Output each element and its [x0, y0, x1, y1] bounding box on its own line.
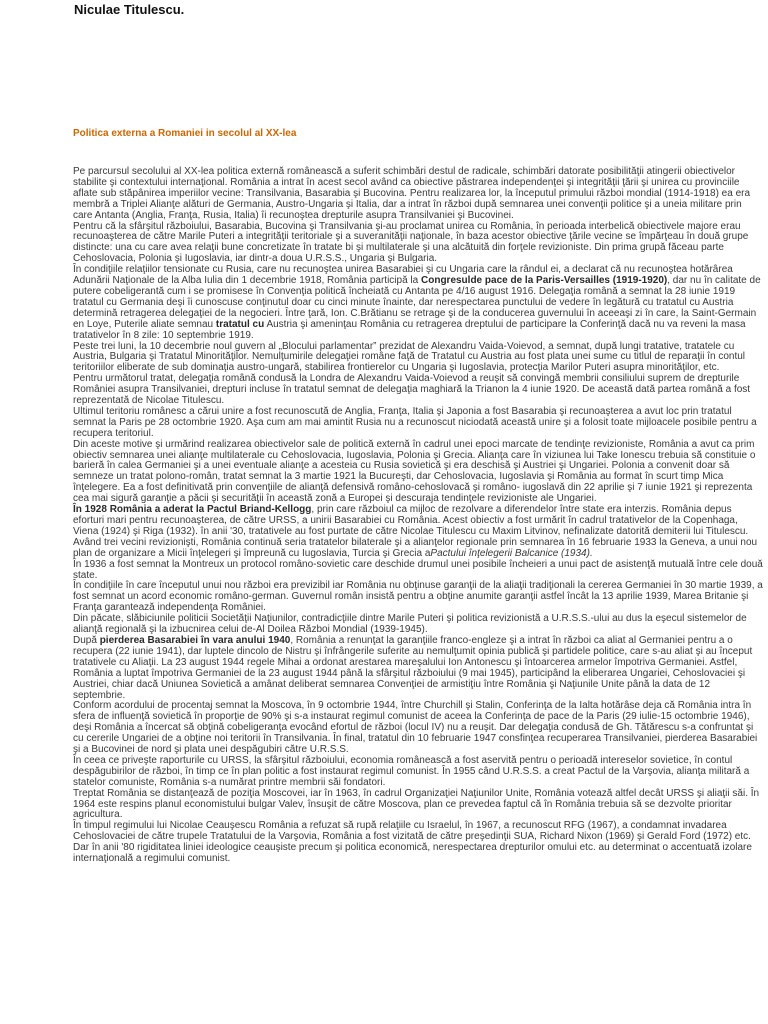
paragraph: [73, 821, 763, 843]
paragraph-text: Pentru următorul tratat, delegaţia română condusă la Londra de Alexandru Vaida-Voievod a reuşit să convingă membrii consiliului suprem de drepturile României asupra Transilvaniei, drepturi incluse în tratatul semnat de delegaţia maghiară la Trianon la 4 iunie 1920. De această dată partea română a fost reprezentată de Nicolae Titulescu.: [73, 373, 751, 407]
bold-text: Congresulde pace de la Paris-Versailles (1919-1920): [421, 275, 668, 287]
paragraph: [73, 636, 763, 701]
paragraph-text: Pentru că la sfârşitul războiului, Basarabia, Bucovina şi Transilvania şi-au proclamat unirea cu România, în perioada interbelică obiectivele majore erau recunoaşterea de către Marile Puteri a integrităţii teritoriale şi a suveranităţii naţionale, în baza acestor obiective ţările vecine se împărţeau în două grupe distincte: una cu care avea relaţii bune concretizate în tratate bi şi multilaterale şi una alcătuită din forţele revizioniste. Din prima grupă făceau parte Cehoslovacia, Polonia şi Iugoslavia, iar dintr-a doua U.R.S.S., Ungaria şi Bulgaria.: [73, 220, 749, 265]
paragraph: [73, 265, 763, 341]
paragraph-text: În 1936 a fost semnat la Montreux un protocol româno-sovietic care deschide drumul unei posibile încheieri a unui pact de asistenţă mutuală între cele două state.: [73, 558, 763, 581]
paragraph: [73, 167, 763, 222]
paragraph: [73, 789, 763, 822]
bold-text: pierderea Basarabiei în vara anului 1940: [99, 634, 291, 646]
paragraph-text: În timpul regimului lui Nicolae Ceauşescu România a refuzat să rupă relaţiile cu Israelul, în 1967, a recunoscut RFG (1967), a condamnat invadarea Cehoslovaciei de către trupele Tratatului de la Varşovia, România a fost vizitată de către preşedinţii SUA, Richard Nixon (1969) şi Gerald Ford (1972) etc.: [73, 820, 751, 843]
italic-text: Pactului înţelegerii Balcanice (1934).: [430, 547, 593, 559]
paragraph-text: În condiţiile în care începutul unui nou război era previzibil iar România nu obţinuse garanţii de la aliaţii tradiţionali la cererea Germaniei în 30 martie 1939, a fost semnat un acord economic româno-german. Guvernul român insistă pentru a obţine anumite garanţii astfel încât la 13 aprilie 1939, Marea Britanie şi Franţa garantează independenţa României.: [73, 580, 763, 614]
paragraph-text: Pe parcursul secolului al XX-lea politica externă românească a suferit schimbări destul de radicale, schimbări datorate posibilităţii atingerii obiectivelor stabilite şi contextului internaţional. România a intrat în acest secol având ca obiective păstrarea independenţei şi integrităţii ţării şi unirea cu provinciile aflate sub stăpânirea imperiilor vecine: Transilvania, Basarabia şi Bucovina. Pentru realizarea lor, la începutul primului război mondial (1914-1918) ea era membră a Triplei Alianţe alături de Germania, Austro-Ungaria şi Italia, dar a intrat în război după semnarea unei convenţii politice şi a uneia militare prin care Antanta (Anglia, Franţa, Rusia, Italia) îi recunoştea drepturile asupra Transilvaniei şi Bucovinei.: [73, 166, 751, 221]
paragraph-text: , România a renunţat la garanţiile franco-engleze şi a intrat în război ca aliat al Germaniei pentru a o recupera (22 iunie 1941), dar luptele dincolo de Nistru şi înfrângerile suferite au nemulţumit opinia publică şi partidele politice, care s-au aliat şi au început tratativele cu Aliaţii. La 23 august 1944 regele Mihai a ordonat arestarea mareşalului Ion Antonescu şi întoarcerea armelor împotriva Germaniei. Astfel, România a luptat împotriva Germaniei de la 23 august 1944 până la sfârşitul războiului (9 mai 1945), participând la eliberarea Ungariei, Cehoslovaciei şi Austriei, chiar dacă Uniunea Sovietică a amânat deliberat semnarea Convenţiei de armistiţiu între România şi Naţiunile Unite până la data de 12 septembrie.: [73, 634, 753, 701]
paragraph-text: În ceea ce priveşte raporturile cu URSS, la sfârşitul războiului, economia românească a fost aservită pentru o perioadă intereselor sovietice, în contul despăgubirilor de război, în timp ce în plan politic a fost instaurat regimul comunist. În 1955 când U.R.S.S. a creat Pactul de la Varşovia, alianţa militară a statelor comuniste, România s-a numărat printre membrii săi fondatori.: [73, 754, 750, 788]
paragraph-text: Ultimul teritoriu românesc a cărui unire a fost recunoscută de Anglia, Franţa, Italia şi Japonia a fost Basarabia şi recunoaşterea a avut loc prin tratatul semnat la Paris pe 28 octombrie 1920. Aşa cum am mai amintit Rusia nu a recunoscut niciodată această unire şi a folosit toate mijloacele posibile pentru a recupera teritoriul.: [73, 405, 757, 439]
paragraph: [73, 756, 763, 789]
bold-text: tratatul cu: [215, 318, 265, 330]
paragraph-text: Treptat România se distanţează de poziţia Moscovei, iar în 1963, în cadrul Organizaţiei Naţiunilor Unite, România votează altfel decât URSS şi aliaţii săi. În 1964 este respins planul economistului bulgar Valev, însuşit de către Moscova, plan ce prevedea faptul că în România trebuia să se dezvolte prioritar agricultura.: [73, 787, 760, 821]
essay-body: [73, 167, 763, 865]
paragraph: [73, 407, 763, 440]
paragraph-text: , prin care războiul ca mijloc de rezolvare a diferendelor între state era interzis. România depus eforturi mari pentru recunoaşterea, de către URSS, a unirii Basarabiei cu România. Acest obiectiv a fost urmărit în cadrul tratativelor de la Copenhaga, Viena (1924) şi Riga (1932). în anii '30, tratativele au fost purtate de către Nicolae Titulescu cu Maxim Litvinov, nefinalizate datorită demiterii lui Titulescu. Având trei vecini revizionişti, România continuă seria tratatelor bilaterale şi a alianţelor regionale prin semnarea în 16 februarie 1933 la Geneva, a unui nou plan de organizare a Micii înţelegeri şi împreună cu Iugoslavia, Turcia şi Grecia a: [73, 504, 758, 559]
paragraph-text: Conform acordului de procentaj semnat la Moscova, în 9 octombrie 1944, între Churchill şi Stalin, Conferinţa de la Ialta hotărâse deja că România intra în sfera de influenţă sovietică în proporţie de 90% şi s-a instaurat regimul comunist de aceea la Conferinţa de pace de la Paris (29 iulie-15 octombrie 1946), deşi România a încercat să obţină cobeligeranţa evocând efortul de război (locul IV) nu a reuşit. Dar delegaţia condusă de Gh. Tătărescu s-a confruntat şi cu cererile Ungariei de a obţine noi teritorii în Transilvania. În final, tratatul din 10 februarie 1947 consfinţea recuperarea Transilvaniei, pierderea Basarabiei şi a Bucovinei de nord şi plata unei despăgubiri către U.R.S.S.: [73, 700, 758, 756]
paragraph: [73, 701, 763, 756]
paragraph: [73, 222, 763, 266]
author-name: Niculae Titulescu.: [74, 2, 185, 17]
paragraph-text: După: [73, 634, 100, 646]
paragraph-text: Dar în anii '80 rigiditatea liniei ideologice ceauşiste precum şi politica economică, nerespectarea drepturilor omului etc. au determinat o accentuată izolare internaţională a regimului comunist.: [73, 842, 752, 865]
paragraph-text: , dar nu în calitate de putere cobeligerantă cum i se promisese în Convenţia politică încheiată cu Antanta pe 4/16 august 1916. Delegaţia română a semnat la 28 iunie 1919 tratatul cu Germania deşi îi cunoscuse conţinutul doar cu cinci minute înainte, dar nerespectarea punctului de vedere în legătură cu tratatul cu Austria determină retragerea delegaţiei de la negocieri. Între ţară, Ion. C.Brătianu se retrage şi de la conducerea guvernului în aceeaşi zi în care, la Saint-Germain en Loye, Puterile aliate semnau: [73, 275, 761, 330]
paragraph: [73, 843, 763, 865]
bold-text: În 1928 România a aderat la Pactul Briand-Kellogg: [73, 504, 312, 516]
paragraph: [73, 614, 763, 636]
paragraph-text: Din aceste motive şi urmărind realizarea obiectivelor sale de politică externă în cadrul unei epoci marcate de tendinţe revizioniste, România a avut ca prim obiectiv semnarea unei alianţe multilaterale cu Cehoslovacia, Iugoslavia, Polonia şi Grecia. Alianţa care în viziunea lui Take Ionescu trebuia să constituie o barieră în calea Germaniei şi a unei eventuale alianţe a acesteia cu Rusia sovietică şi era deschisă şi Austriei şi Ungariei. Polonia a convenit doar să semneze un tratat polono-român, tratat semnat la 3 martie 1921 la Bucureşti, dar Cehoslovacia, Iugoslavia şi România au format în scurt timp Mica înţelegere. Ea a fost definitivată prin convenţiile de alianţă defensivă româno-cehoslovacă şi româno- iugoslavă din 22 aprilie şi 7 iunie 1921 şi reprezenta cea mai sigură garanţie a păcii şi securităţii în această zonă a Europei şi descuraja tendinţele revizioniste ale Ungariei.: [73, 438, 756, 505]
paragraph-text: Austria şi ameninţau România cu retragerea dreptului de participare la Conferinţă dacă nu va reveni la masa tratativelor în 8 zile: 10 septembrie 1919.: [73, 318, 746, 341]
paragraph: [73, 342, 763, 375]
paragraph: [73, 440, 763, 505]
paragraph-text: În condiţiile relaţiilor tensionate cu Rusia, care nu recunoştea unirea Basarabiei şi cu Ungaria care la rândul ei, a declarat că nu recunoştea hotărârea Adunării Naţionale de la Alba Iulia din 1 decembrie 1918, România participă la: [73, 264, 733, 287]
section-heading: Politica externa a Romaniei in secolul al XX-lea: [73, 128, 297, 139]
paragraph: [73, 374, 763, 407]
paragraph-text: Peste trei luni, la 10 decembrie noul guvern al „Blocului parlamentar” prezidat de Alexandru Vaida-Voievod, a semnat, după lungi tratative, tratatele cu Austria, Bulgaria şi Tratatul Minorităţilor. Nemulţumirile delegaţiei române faţă de Tratatul cu Austria au fost plata unei sume cu titlul de reparaţii în contul teritoriilor eliberate de sub dominaţia austro-ungară, stabilirea frontierelor cu Ungaria şi Iugoslavia, protecţia Marilor Puteri asupra minorităţilor, etc.: [73, 340, 746, 374]
paragraph: [73, 505, 763, 560]
paragraph: [73, 560, 763, 582]
paragraph: [73, 581, 763, 614]
paragraph-text: Din păcate, slăbiciunile politicii Societăţii Naţiunilor, contradicţiile dintre Marile Puteri şi politica revizionistă a U.R.S.S.-ului au dus la eşecul sistemelor de alianţă regională şi la izbucnirea celui de-Al Doilea Război Mondial (1939-1945).: [73, 613, 747, 636]
